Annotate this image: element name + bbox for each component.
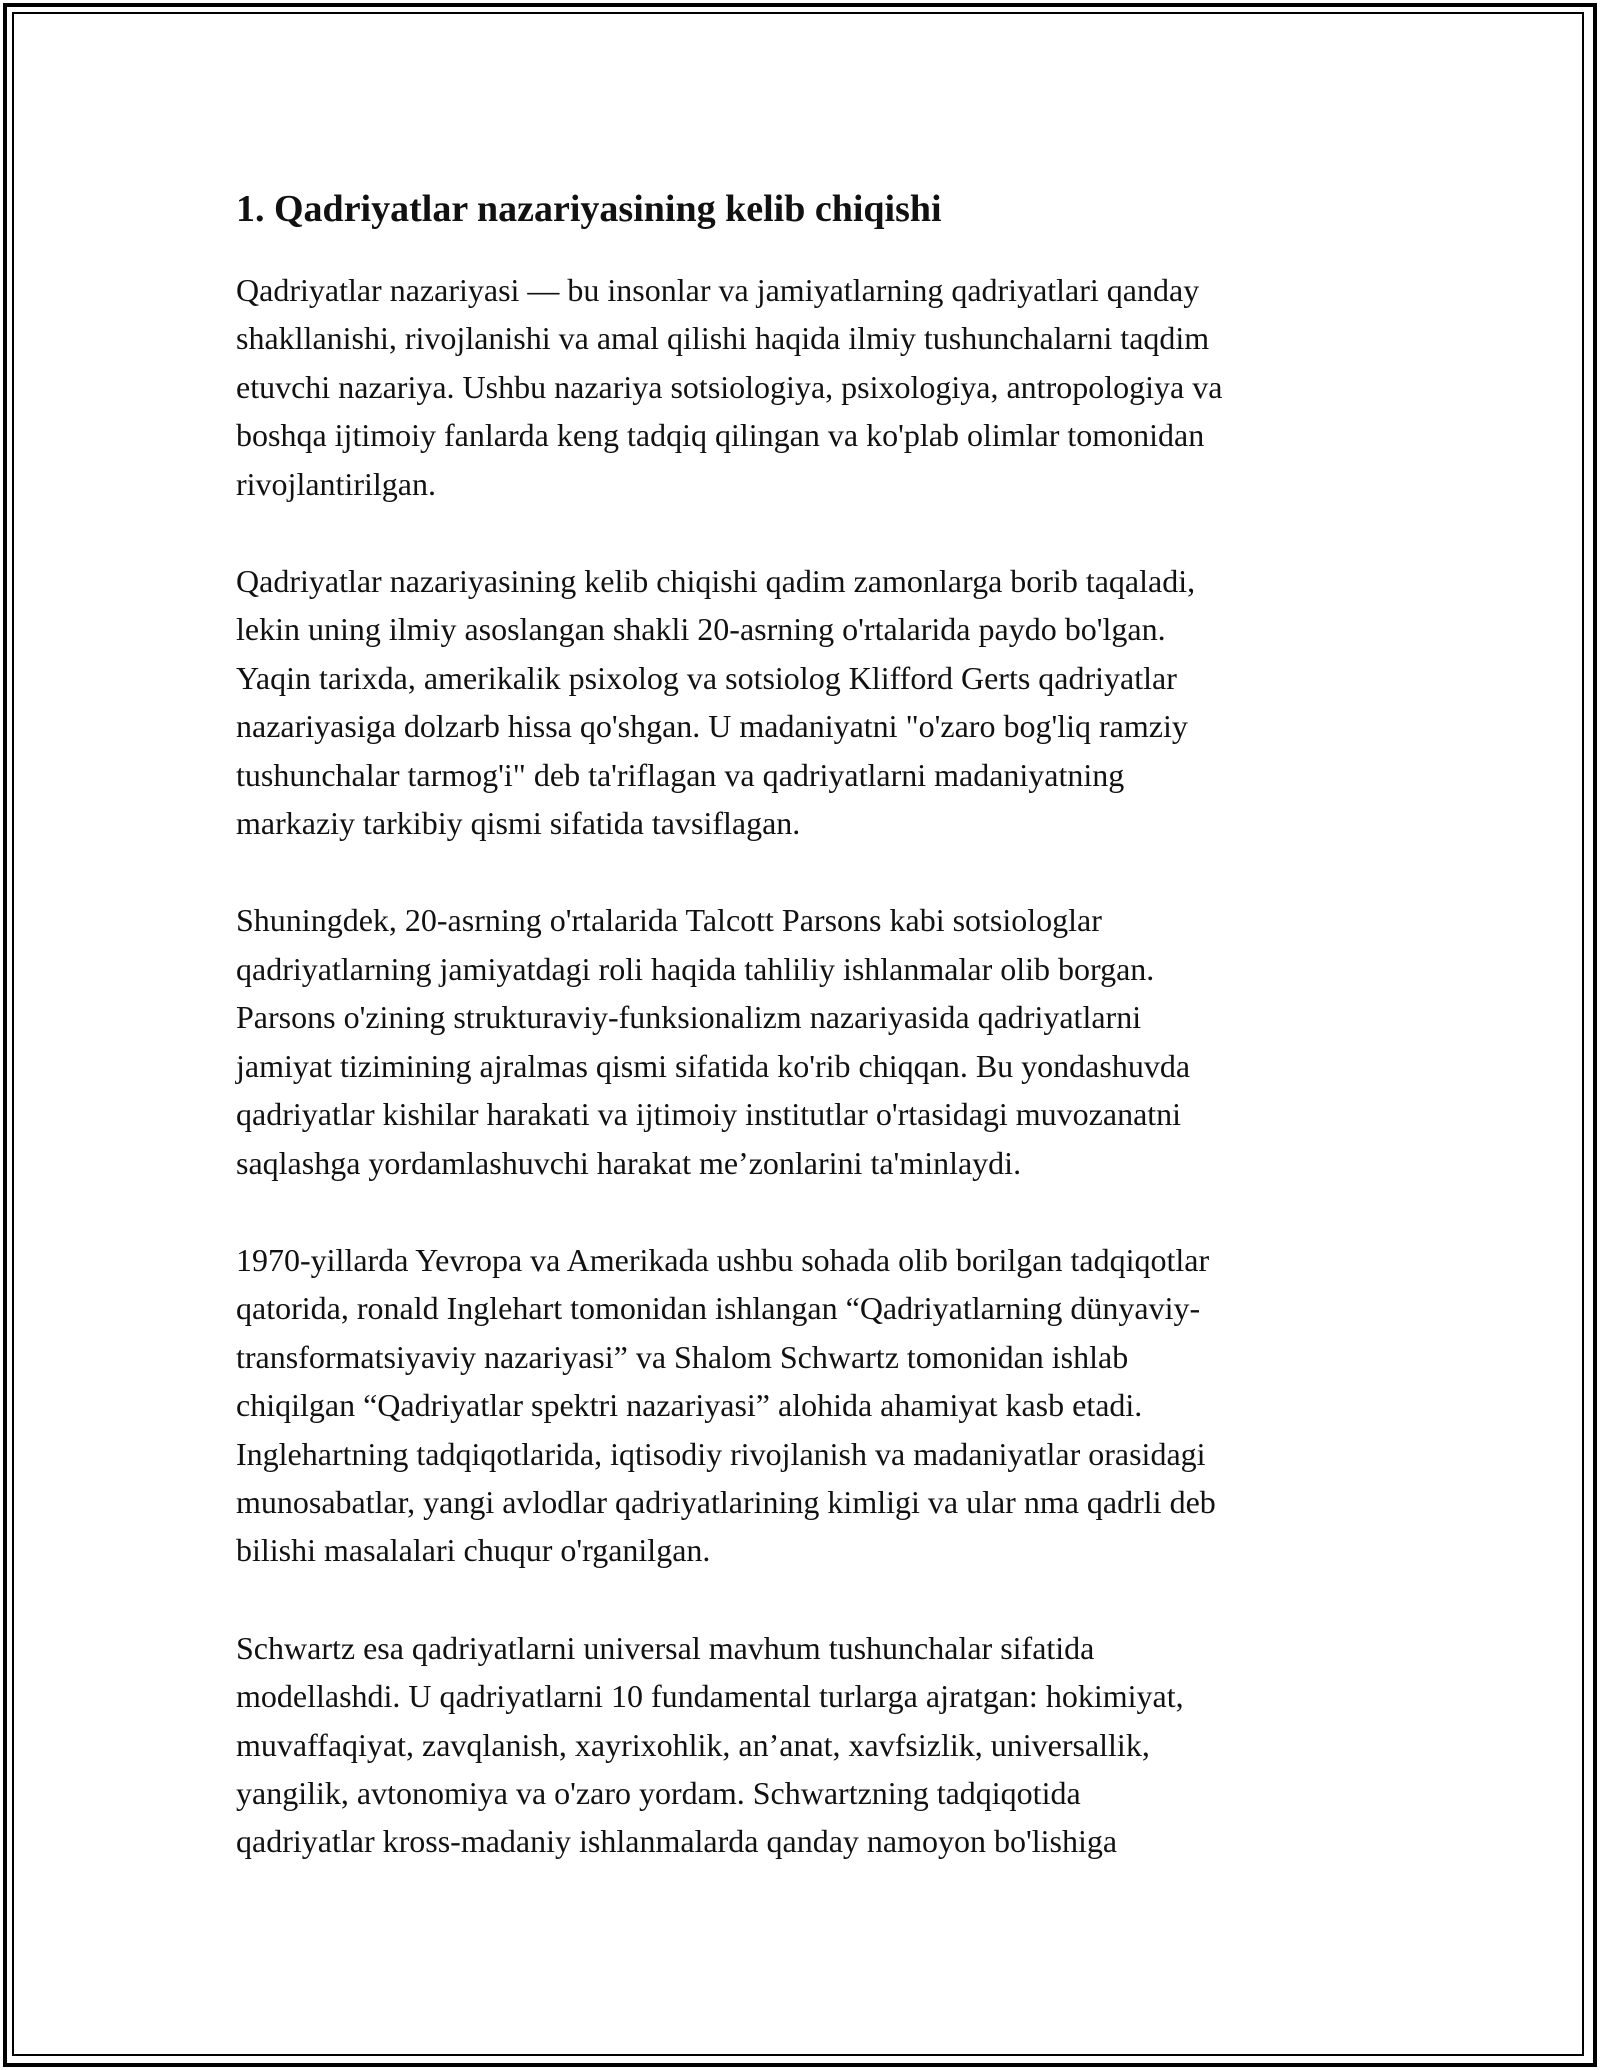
- text-line: qatorida, ronald Inglehart tomonidan ishlangan “Qadriyatlarning dünyaviy-: [236, 1290, 1201, 1327]
- text-line: Qadriyatlar nazariyasi — bu insonlar va jamiyatlarning qadriyatlari qanday: [236, 272, 1200, 308]
- text-line: jamiyat tizimining ajralmas qismi sifatida ko'rib chiqqan. Bu yondashuvda: [236, 1047, 1191, 1084]
- document-body: [236, 186, 1376, 1915]
- text-line: etuvchi nazariya. Ushbu nazariya sotsiologiya, psixologiya, antropologiya va: [236, 368, 1223, 405]
- paragraph-2: [236, 557, 1376, 847]
- text-line: shakllanishi, rivojlanishi va amal qilishi haqida ilmiy tushunchalarni taqdim: [236, 320, 1210, 357]
- text-line: qadriyatlar kishilar harakati va ijtimoiy institutlar o'rtasidagi muvozanatni: [236, 1096, 1182, 1133]
- paragraph-1: [236, 266, 1376, 508]
- text-line: 1970-yillarda Yevropa va Amerikada ushbu sohada olib borilgan tadqiqotlar: [236, 1241, 1210, 1278]
- text-line: Yaqin tarixda, amerikalik psixolog va sotsiolog Klifford Gerts qadriyatlar: [236, 659, 1177, 696]
- text-line: tushunchalar tarmog'i" deb ta'riflagan va qadriyatlarni madaniyatning: [236, 756, 1125, 793]
- text-line: transformatsiyaviy nazariyasi” va Shalom Schwartz tomonidan ishlab: [236, 1338, 1129, 1375]
- paragraph-3: [236, 896, 1376, 1186]
- text-line: Shuningdek, 20-asrning o'rtalarida Talcott Parsons kabi sotsiologlar: [236, 902, 1102, 939]
- section-heading: 1. Qadriyatlar nazariyasining kelib chiqishi: [236, 188, 942, 230]
- text-line: boshqa ijtimoiy fanlarda keng tadqiq qilingan va ko'plab olimlar tomonidan: [236, 417, 1205, 454]
- text-line: lekin uning ilmiy asoslangan shakli 20-asrning o'rtalarida paydo bo'lgan.: [236, 611, 1166, 648]
- text-line: munosabatlar, yangi avlodlar qadriyatlarining kimligi va ular nma qadrli deb: [236, 1483, 1216, 1520]
- text-line: markaziy tarkibiy qismi sifatida tavsiflagan.: [236, 805, 801, 842]
- text-line: Schwartz esa qadriyatlarni universal mavhum tushunchalar sifatida: [236, 1629, 1095, 1666]
- text-line: nazariyasiga dolzarb hissa qo'shgan. U madaniyatni "o'zaro bog'liq ramziy: [236, 708, 1188, 745]
- text-line: chiqilgan “Qadriyatlar spektri nazariyasi” alohida ahamiyat kasb etadi.: [236, 1387, 1143, 1424]
- paragraph-5: [236, 1624, 1376, 1866]
- text-line: Parsons o'zining strukturaviy-funksionalizm nazariyasida qadriyatlarni: [236, 999, 1142, 1036]
- text-line: qadriyatlarning jamiyatdagi roli haqida tahliliy ishlanmalar olib borgan.: [236, 950, 1155, 987]
- text-line: rivojlantirilgan.: [236, 465, 436, 502]
- text-line: modellashdi. U qadriyatlarni 10 fundamental turlarga ajratgan: hokimiyat,: [236, 1678, 1184, 1715]
- text-line: yangilik, avtonomiya va o'zaro yordam. Schwartzning tadqiqotida: [236, 1774, 1081, 1811]
- text-line: qadriyatlar kross-madaniy ishlanmalarda qanday namoyon bo'lishiga: [236, 1823, 1118, 1860]
- text-line: Qadriyatlar nazariyasining kelib chiqishi qadim zamonlarga borib taqaladi,: [236, 563, 1196, 600]
- paragraph-4: [236, 1236, 1376, 1575]
- text-line: Inglehartning tadqiqotlarida, iqtisodiy rivojlanish va madaniyatlar orasidagi: [236, 1435, 1206, 1472]
- text-line: saqlashga yordamlashuvchi harakat me’zonlarini ta'minlaydi.: [236, 1144, 1022, 1181]
- text-line: muvaffaqiyat, zavqlanish, xayrixohlik, an’anat, xavfsizlik, universallik,: [236, 1726, 1150, 1763]
- text-line: bilishi masalalari chuqur o'rganilgan.: [236, 1532, 711, 1569]
